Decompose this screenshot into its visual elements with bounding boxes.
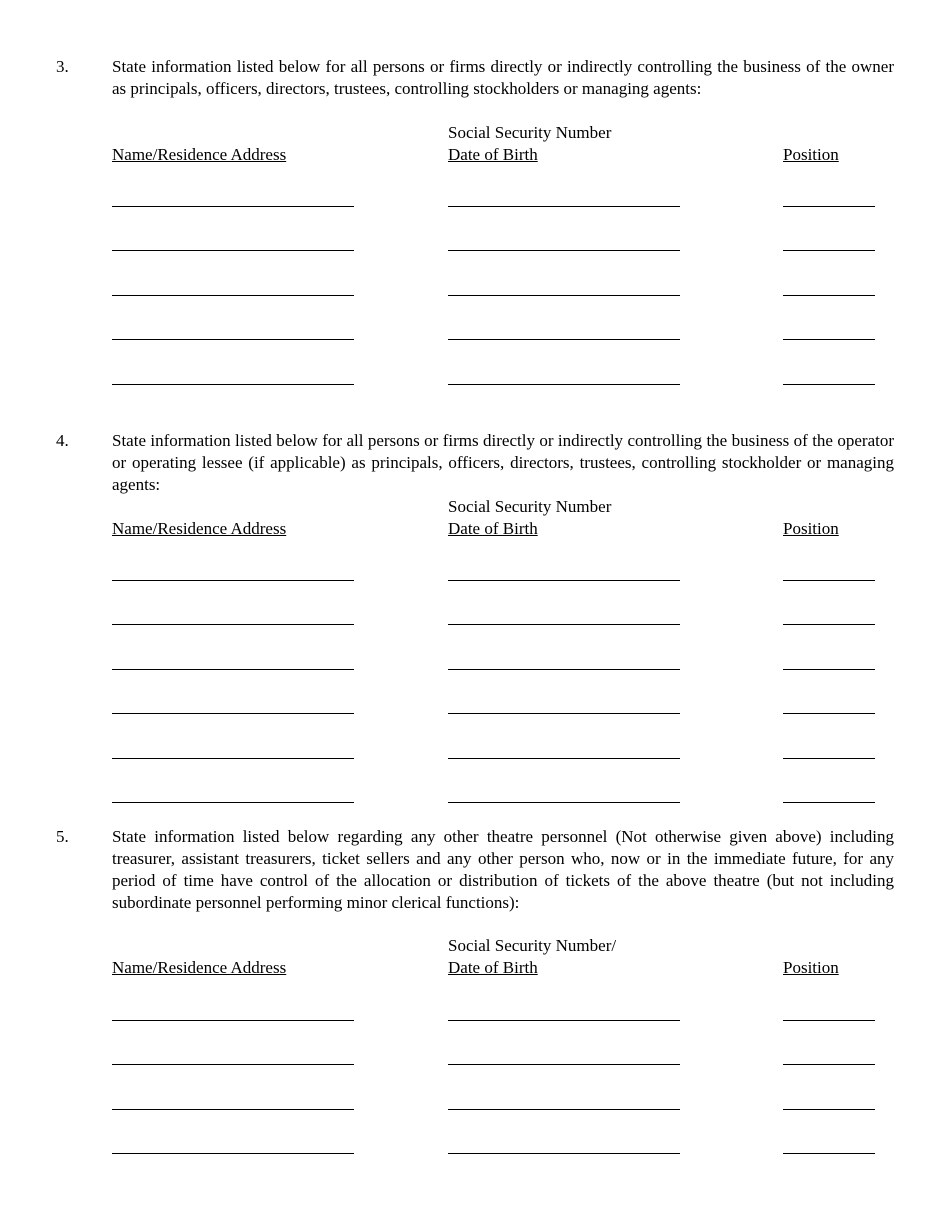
blank-row <box>112 976 894 1021</box>
section-4 <box>56 430 894 496</box>
blank-row <box>112 207 894 252</box>
position-blank[interactable] <box>783 1153 875 1154</box>
name-address-blank[interactable] <box>112 802 354 803</box>
section-instructions: State information listed below regarding any other theatre personnel (Not otherwise given above) including treasurer, assistant treasurers, ticket sellers and any other person who, now or in the immediate future, for any period of time have control of the allocation or distribution of tickets of the above theatre (but not including subordinate personnel performing minor clerical functions): <box>112 827 894 912</box>
ssn-header: Social Security Number <box>448 123 612 142</box>
dob-header: Date of Birth <box>448 958 538 977</box>
section-number: 4. <box>56 431 69 450</box>
section-3-column-headers <box>112 122 894 166</box>
section-4-column-headers <box>112 496 894 540</box>
ssn-dob-blank[interactable] <box>448 802 680 803</box>
name-address-blank[interactable] <box>112 1153 354 1154</box>
position-header: Position <box>783 519 839 538</box>
position-blank[interactable] <box>783 802 875 803</box>
section-number: 5. <box>56 827 69 846</box>
position-header: Position <box>783 958 839 977</box>
name-address-header: Name/Residence Address <box>112 958 287 977</box>
name-address-blank[interactable] <box>112 384 354 385</box>
ssn-dob-blank[interactable] <box>448 1153 680 1154</box>
blank-row <box>112 759 894 804</box>
section-instructions: State information listed below for all persons or firms directly or indirectly controlling the business of the owner as principals, officers, directors, trustees, controlling stockholders or managing agents: <box>112 57 894 98</box>
blank-row <box>112 1065 894 1110</box>
name-address-header: Name/Residence Address <box>112 145 287 164</box>
blank-row <box>112 162 894 207</box>
name-address-header: Name/Residence Address <box>112 519 287 538</box>
blank-row <box>112 296 894 341</box>
section-5 <box>56 826 894 914</box>
blank-row <box>112 251 894 296</box>
blank-row <box>112 340 894 385</box>
blank-row <box>112 670 894 715</box>
blank-row <box>112 536 894 581</box>
dob-header: Date of Birth <box>448 145 538 164</box>
section-5-column-headers <box>112 935 894 979</box>
section-instructions: State information listed below for all persons or firms directly or indirectly controlling the business of the operator or operating lessee (if applicable) as principals, officers, directors, trustees, controlling stockholder or managing agents: <box>112 431 894 494</box>
blank-row <box>112 714 894 759</box>
position-blank[interactable] <box>783 384 875 385</box>
blank-row <box>112 1021 894 1066</box>
ssn-header: Social Security Number <box>448 497 612 516</box>
position-header: Position <box>783 145 839 164</box>
section-number: 3. <box>56 57 69 76</box>
section-3-blank-rows <box>112 162 894 385</box>
section-3 <box>56 56 894 100</box>
section-4-blank-rows <box>112 536 894 803</box>
section-5-blank-rows <box>112 976 894 1154</box>
blank-row <box>112 625 894 670</box>
blank-row <box>112 581 894 626</box>
ssn-header: Social Security Number/ <box>448 936 617 955</box>
ssn-dob-blank[interactable] <box>448 384 680 385</box>
dob-header: Date of Birth <box>448 519 538 538</box>
blank-row <box>112 1110 894 1155</box>
